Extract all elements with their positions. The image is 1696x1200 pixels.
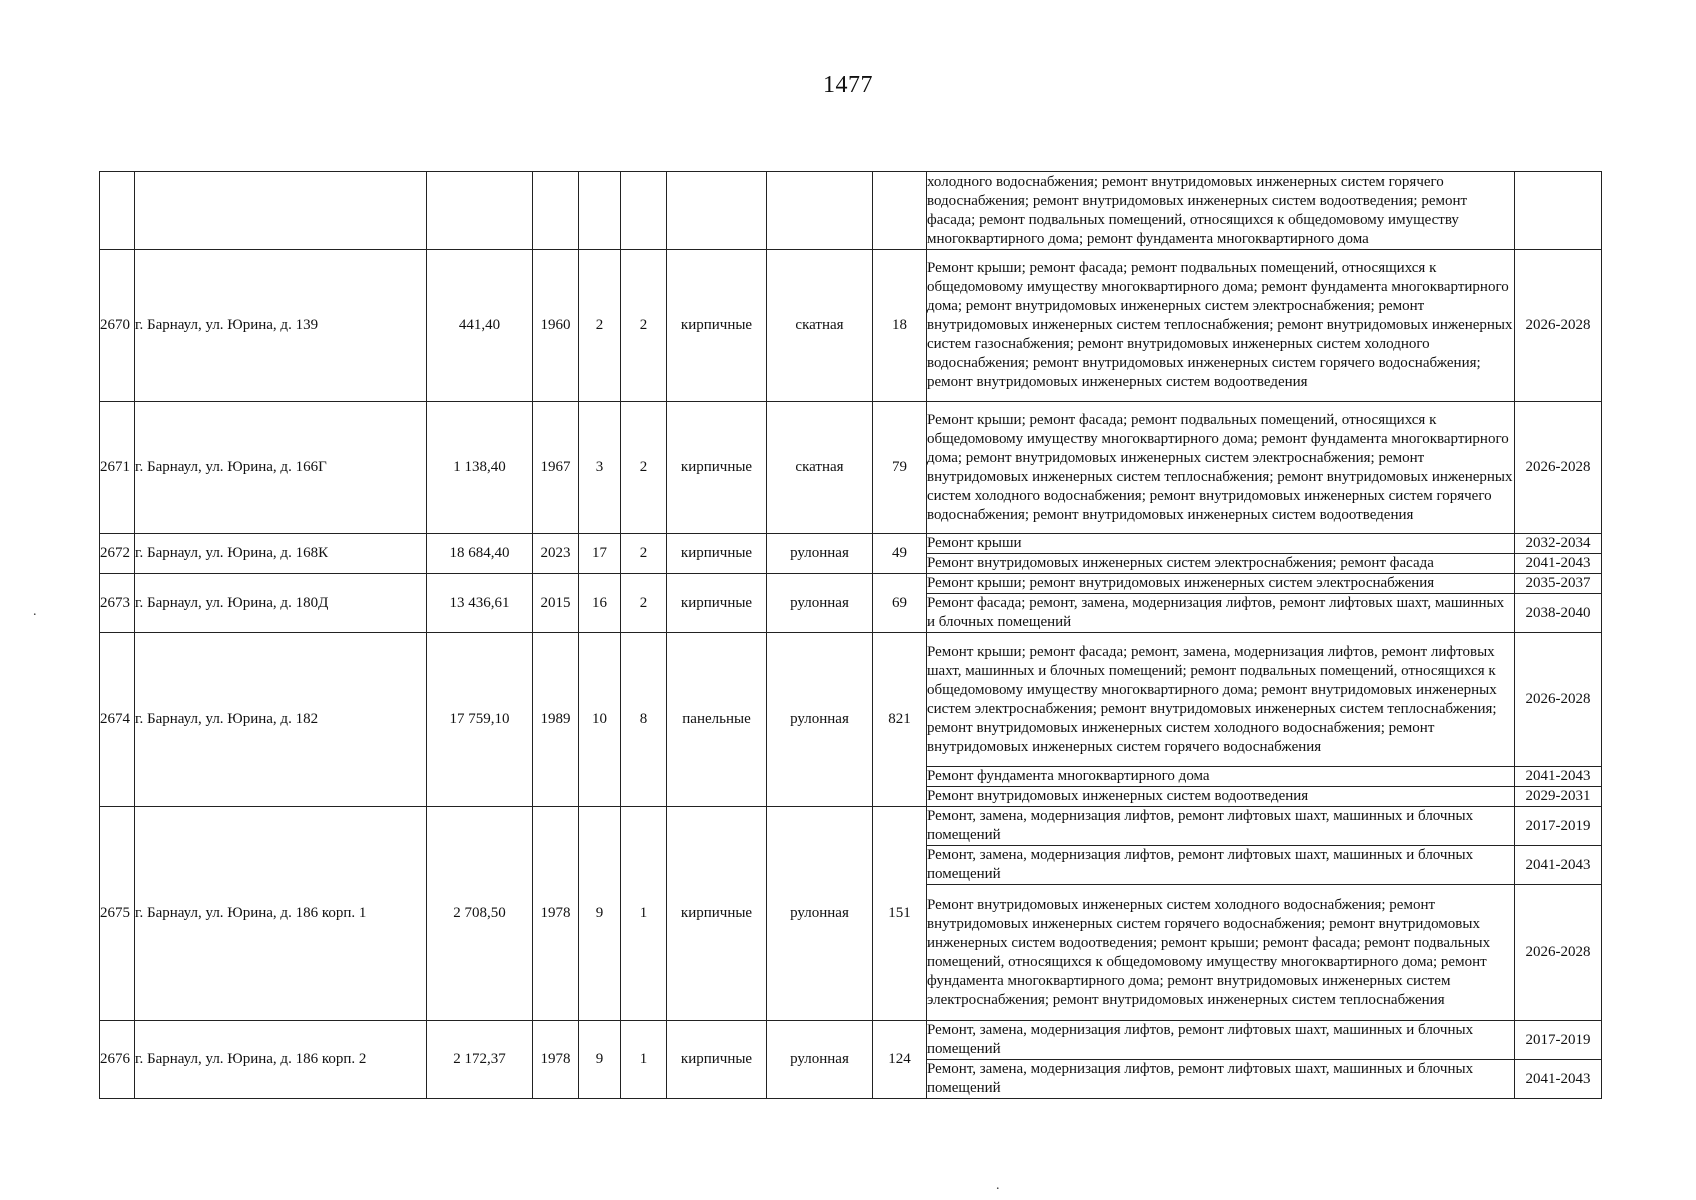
row-number: 2672 bbox=[100, 534, 135, 574]
row-number: 2675 bbox=[100, 807, 135, 1021]
work-description: Ремонт внутридомовых инженерных систем водоотведения bbox=[927, 787, 1515, 807]
walls-material-cell: кирпичные bbox=[667, 1021, 767, 1099]
year-cell: 2015 bbox=[533, 574, 579, 633]
floors-cell: 16 bbox=[579, 574, 621, 633]
work-description: Ремонт внутридомовых инженерных систем холодного водоснабжения; ремонт внутридомовых инженерных систем горячего водоснабжения; ремонт внутридомовых инженерных систем водоотведения; ремонт крыши; ремонт фасада; ремонт подвальных помещений, относящихся к общедомовому имуществу многоквартирного дома; ремонт фундамента многоквартирного дома; ремонт внутридомовых инженерных систем электроснабжения; ремонт внутридомовых инженерных систем теплоснабжения bbox=[927, 885, 1515, 1021]
work-period: 2029-2031 bbox=[1515, 787, 1602, 807]
table-row bbox=[100, 574, 1602, 594]
roof-type-cell: скатная bbox=[767, 402, 873, 534]
entrances-cell: 1 bbox=[621, 1021, 667, 1099]
walls-material-cell: панельные bbox=[667, 633, 767, 807]
row-number: 2676 bbox=[100, 1021, 135, 1099]
work-period: 2017-2019 bbox=[1515, 807, 1602, 846]
work-period: 2026-2028 bbox=[1515, 885, 1602, 1021]
walls-material-cell: кирпичные bbox=[667, 402, 767, 534]
floors-cell: 2 bbox=[579, 250, 621, 402]
year-cell: 1978 bbox=[533, 1021, 579, 1099]
entrances-cell: 2 bbox=[621, 250, 667, 402]
year-cell: 1967 bbox=[533, 402, 579, 534]
scan-mark: . bbox=[33, 604, 37, 619]
table-row bbox=[100, 807, 1602, 846]
year-cell: 2023 bbox=[533, 534, 579, 574]
area-cell: 2 708,50 bbox=[427, 807, 533, 1021]
work-description: Ремонт фундамента многоквартирного дома bbox=[927, 767, 1515, 787]
work-description: Ремонт крыши; ремонт внутридомовых инженерных систем электроснабжения bbox=[927, 574, 1515, 594]
row-number: 2673 bbox=[100, 574, 135, 633]
area-cell: 441,40 bbox=[427, 250, 533, 402]
entrances-cell: 1 bbox=[621, 807, 667, 1021]
work-description: холодного водоснабжения; ремонт внутридомовых инженерных систем горячего водоснабжения; ремонт внутридомовых инженерных систем водоотведения; ремонт фасада; ремонт подвальных помещений, относящихся к общедомовому имуществу многоквартирного дома; ремонт фундамента многоквартирного дома bbox=[927, 172, 1515, 250]
work-period: 2038-2040 bbox=[1515, 594, 1602, 633]
year-cell: 1989 bbox=[533, 633, 579, 807]
residents-cell: 124 bbox=[873, 1021, 927, 1099]
entrances-cell: 2 bbox=[621, 534, 667, 574]
residents-cell: 821 bbox=[873, 633, 927, 807]
floors-cell: 17 bbox=[579, 534, 621, 574]
work-period: 2035-2037 bbox=[1515, 574, 1602, 594]
work-description: Ремонт крыши; ремонт фасада; ремонт подвальных помещений, относящихся к общедомовому имуществу многоквартирного дома; ремонт фундамента многоквартирного дома; ремонт внутридомовых инженерных систем электроснабжения; ремонт внутридомовых инженерных систем теплоснабжения; ремонт внутридомовых инженерных систем газоснабжения; ремонт внутридомовых инженерных систем холодного водоснабжения; ремонт внутридомовых инженерных систем горячего водоснабжения; ремонт внутридомовых инженерных систем водоотведения bbox=[927, 250, 1515, 402]
address-cell: г. Барнаул, ул. Юрина, д. 186 корп. 2 bbox=[135, 1021, 427, 1099]
address-cell: г. Барнаул, ул. Юрина, д. 168К bbox=[135, 534, 427, 574]
work-period: 2041-2043 bbox=[1515, 554, 1602, 574]
capital-repair-table bbox=[99, 171, 1602, 1099]
floors-cell: 10 bbox=[579, 633, 621, 807]
work-period: 2032-2034 bbox=[1515, 534, 1602, 554]
roof-type-cell: скатная bbox=[767, 250, 873, 402]
work-description: Ремонт, замена, модернизация лифтов, ремонт лифтовых шахт, машинных и блочных помещений bbox=[927, 1021, 1515, 1060]
address-cell: г. Барнаул, ул. Юрина, д. 166Г bbox=[135, 402, 427, 534]
address-cell: г. Барнаул, ул. Юрина, д. 186 корп. 1 bbox=[135, 807, 427, 1021]
table-row bbox=[100, 1021, 1602, 1060]
year-cell: 1978 bbox=[533, 807, 579, 1021]
residents-cell: 18 bbox=[873, 250, 927, 402]
year-cell: 1960 bbox=[533, 250, 579, 402]
entrances-cell: 2 bbox=[621, 574, 667, 633]
work-description: Ремонт крыши bbox=[927, 534, 1515, 554]
work-description: Ремонт, замена, модернизация лифтов, ремонт лифтовых шахт, машинных и блочных помещений bbox=[927, 1060, 1515, 1099]
row-number: 2674 bbox=[100, 633, 135, 807]
address-cell: г. Барнаул, ул. Юрина, д. 139 bbox=[135, 250, 427, 402]
work-period: 2026-2028 bbox=[1515, 633, 1602, 767]
work-description: Ремонт крыши; ремонт фасада; ремонт, замена, модернизация лифтов, ремонт лифтовых шахт, машинных и блочных помещений; ремонт подвальных помещений, относящихся к общедомовому имуществу многоквартирного дома; ремонт внутридомовых инженерных систем электроснабжения; ремонт внутридомовых инженерных систем теплоснабжения; ремонт внутридомовых инженерных систем холодного водоснабжения; ремонт внутридомовых инженерных систем горячего водоснабжения bbox=[927, 633, 1515, 767]
work-period: 2041-2043 bbox=[1515, 846, 1602, 885]
table-row bbox=[100, 402, 1602, 534]
walls-material-cell: кирпичные bbox=[667, 807, 767, 1021]
work-description: Ремонт крыши; ремонт фасада; ремонт подвальных помещений, относящихся к общедомовому имуществу многоквартирного дома; ремонт фундамента многоквартирного дома; ремонт внутридомовых инженерных систем электроснабжения; ремонт внутридомовых инженерных систем теплоснабжения; ремонт внутридомовых инженерных систем холодного водоснабжения; ремонт внутридомовых инженерных систем горячего водоснабжения; ремонт внутридомовых инженерных систем водоотведения bbox=[927, 402, 1515, 534]
residents-cell: 69 bbox=[873, 574, 927, 633]
residents-cell: 151 bbox=[873, 807, 927, 1021]
address-cell: г. Барнаул, ул. Юрина, д. 182 bbox=[135, 633, 427, 807]
work-period: 2041-2043 bbox=[1515, 767, 1602, 787]
work-period: 2041-2043 bbox=[1515, 1060, 1602, 1099]
work-description: Ремонт фасада; ремонт, замена, модернизация лифтов, ремонт лифтовых шахт, машинных и блочных помещений bbox=[927, 594, 1515, 633]
floors-cell: 9 bbox=[579, 1021, 621, 1099]
residents-cell: 49 bbox=[873, 534, 927, 574]
address-cell: г. Барнаул, ул. Юрина, д. 180Д bbox=[135, 574, 427, 633]
walls-material-cell: кирпичные bbox=[667, 250, 767, 402]
residents-cell: 79 bbox=[873, 402, 927, 534]
work-description: Ремонт, замена, модернизация лифтов, ремонт лифтовых шахт, машинных и блочных помещений bbox=[927, 807, 1515, 846]
roof-type-cell: рулонная bbox=[767, 807, 873, 1021]
work-period: 2026-2028 bbox=[1515, 250, 1602, 402]
roof-type-cell: рулонная bbox=[767, 574, 873, 633]
roof-type-cell: рулонная bbox=[767, 1021, 873, 1099]
roof-type-cell: рулонная bbox=[767, 633, 873, 807]
table-row bbox=[100, 250, 1602, 402]
table-row bbox=[100, 633, 1602, 767]
work-description: Ремонт внутридомовых инженерных систем электроснабжения; ремонт фасада bbox=[927, 554, 1515, 574]
table-row bbox=[100, 534, 1602, 554]
roof-type-cell: рулонная bbox=[767, 534, 873, 574]
floors-cell: 9 bbox=[579, 807, 621, 1021]
row-number: 2670 bbox=[100, 250, 135, 402]
walls-material-cell: кирпичные bbox=[667, 574, 767, 633]
page-number: 1477 bbox=[823, 72, 873, 98]
area-cell: 13 436,61 bbox=[427, 574, 533, 633]
scan-mark: . bbox=[996, 1178, 1000, 1193]
floors-cell: 3 bbox=[579, 402, 621, 534]
entrances-cell: 2 bbox=[621, 402, 667, 534]
area-cell: 1 138,40 bbox=[427, 402, 533, 534]
continuation-row bbox=[100, 172, 1602, 250]
work-period: 2017-2019 bbox=[1515, 1021, 1602, 1060]
row-number: 2671 bbox=[100, 402, 135, 534]
area-cell: 2 172,37 bbox=[427, 1021, 533, 1099]
area-cell: 18 684,40 bbox=[427, 534, 533, 574]
walls-material-cell: кирпичные bbox=[667, 534, 767, 574]
work-description: Ремонт, замена, модернизация лифтов, ремонт лифтовых шахт, машинных и блочных помещений bbox=[927, 846, 1515, 885]
work-period: 2026-2028 bbox=[1515, 402, 1602, 534]
entrances-cell: 8 bbox=[621, 633, 667, 807]
area-cell: 17 759,10 bbox=[427, 633, 533, 807]
